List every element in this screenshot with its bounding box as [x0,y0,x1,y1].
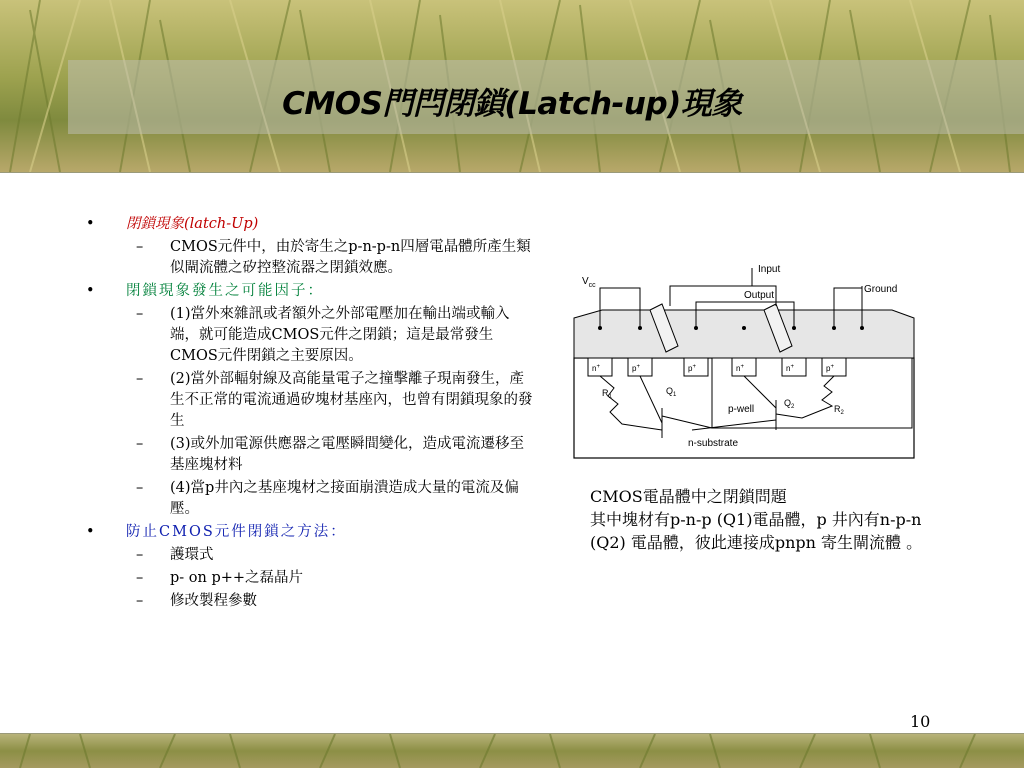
footer-banner [0,734,1024,768]
sub-bullet-item [86,478,536,520]
dash-marker: – [136,306,144,322]
ground-label: Ground [864,284,898,295]
bullet-marker: • [86,524,95,540]
q2-label: $Q_2$ [784,398,795,410]
sub-bullet-item [86,591,536,612]
input-label: Input [758,264,781,275]
caption-line: 其中塊材有p-n-p (Q1)電晶體，p 井內有n-p-n [590,510,922,529]
p-plus-label: p+ [826,364,834,373]
sub-bullet-text: 修改製程參數 [170,593,257,609]
dash-marker: – [136,480,144,496]
sub-bullet-item [86,237,536,279]
q1-label: $Q_1$ [666,386,677,398]
sub-bullet-item [86,434,536,476]
caption-line: CMOS電晶體中之閉鎖問題 [590,487,787,506]
sub-bullet-item [86,369,536,432]
bullet-marker: • [86,216,95,232]
bullet-item [86,281,536,302]
dash-marker: – [136,547,144,563]
sub-bullet-text: p- on p++之磊晶片 [170,570,304,586]
vcc-label: $V_{cc}$ [582,276,596,289]
cmos-latchup-diagram [562,258,922,470]
sub-bullet-item [86,568,536,589]
p-plus-label: p+ [632,364,640,373]
sub-bullet-text: (4)當p井內之基座塊材之接面崩潰造成大量的電流及偏壓。 [170,480,519,517]
sub-bullet-text: (2)當外部輻射線及高能量電子之撞擊離子現南發生，產生不正常的電流通過矽塊材基座內，也曾有閉鎖現象的發生 [170,371,533,429]
r1-label: $R_1$ [602,388,612,400]
bullet-list [86,212,536,612]
dash-marker: – [136,436,144,452]
bullet-text: 閉鎖現象發生之可能因子： [126,283,324,299]
header-divider [0,172,1024,173]
dash-marker: – [136,570,144,586]
bullet-text: 防止CMOS元件閉鎖之方法： [126,524,347,540]
dash-marker: – [136,239,144,255]
sub-bullet-text: 護環式 [170,547,214,563]
r2-label: $R_2$ [834,404,844,416]
bullet-item [86,214,536,235]
diagram-caption [590,485,990,554]
grass-texture [0,734,1024,768]
n-plus-label: n+ [592,364,600,373]
bullet-item [86,522,536,543]
dash-marker: – [136,371,144,387]
output-label: Output [744,290,775,301]
n-plus-label: n+ [736,364,744,373]
n-plus-label: n+ [786,364,794,373]
sub-bullet-item [86,545,536,566]
page-number: 10 [910,712,931,731]
caption-line: (Q2) 電晶體，彼此連接成pnpn 寄生閘流體 。 [590,533,923,552]
dash-marker: – [136,593,144,609]
sub-bullet-text: (3)或外加電源供應器之電壓瞬間變化，造成電流遷移至基座塊材料 [170,436,525,473]
oxide-layer [574,310,914,358]
bullet-marker: • [86,283,95,299]
sub-bullet-text: (1)當外來雜訊或者額外之外部電壓加在輸出端或輸入端，就可能造成CMOS元件之閉鎖；這是最常發生CMOS元件閉鎖之主要原因。 [170,306,510,364]
n-substrate-label: n-substrate [688,438,739,449]
sub-bullet-text: CMOS元件中，由於寄生之p-n-p-n四層電晶體所產生類似閘流體之矽控整流器之閉鎖效應。 [170,239,531,276]
slide-title: CMOS門閂閉鎖(Latch-up)現象 [282,86,742,122]
bullet-text: 閉鎖現象(latch-Up) [126,216,259,232]
sub-bullet-item [86,304,536,367]
p-well-label: p-well [728,404,755,415]
p-plus-label: p+ [688,364,696,373]
